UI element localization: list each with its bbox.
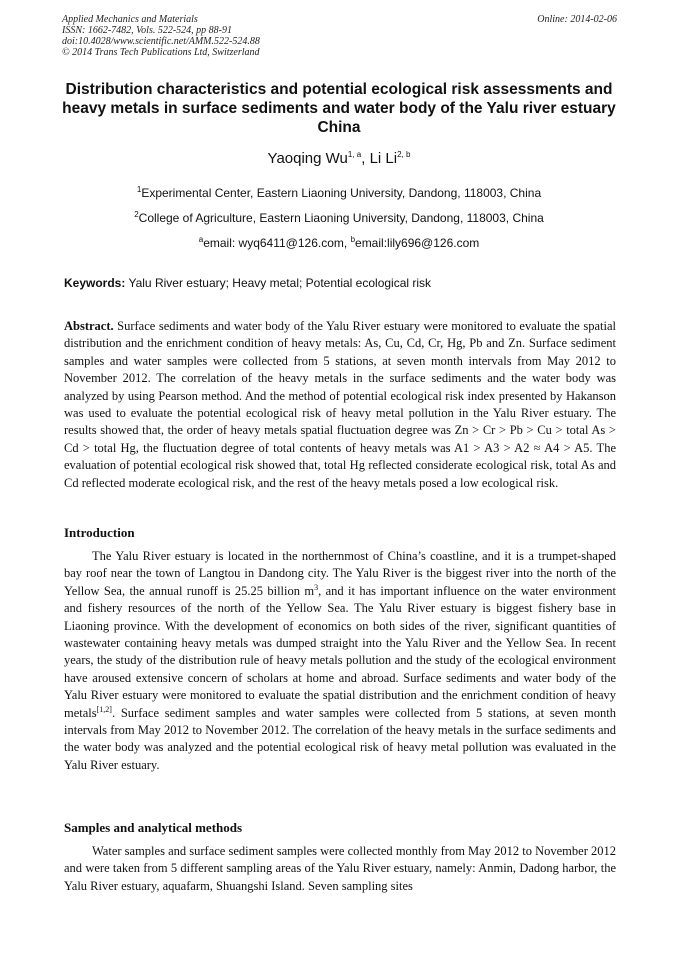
introduction-paragraph bbox=[64, 548, 616, 774]
keywords-text: Yalu River estuary; Heavy metal; Potential ecological risk bbox=[125, 276, 432, 290]
journal-issn: ISSN: 1662-7482, Vols. 522-524, pp 88-91 bbox=[62, 25, 232, 36]
journal-header bbox=[62, 14, 617, 58]
journal-name: Applied Mechanics and Materials bbox=[62, 14, 198, 25]
keywords bbox=[64, 276, 616, 290]
journal-copyright: © 2014 Trans Tech Publications Ltd, Switzerland bbox=[62, 47, 260, 58]
email-mark: a bbox=[198, 235, 204, 244]
affiliation bbox=[60, 211, 618, 225]
affiliation-text: Experimental Center, Eastern Liaoning University, Dandong, 118003, China bbox=[141, 186, 542, 200]
affiliation-text: College of Agriculture, Eastern Liaoning University, Dandong, 118003, China bbox=[138, 211, 544, 225]
introduction-text: , and it has important influence on the water environment and fishery resources of the north of the Yellow Sea. The Yalu River estuary is biggest fishery base in Liaoning province. With the development of economics on both sides of the river, significant quantities of wastewater containing heavy metals was dumped straight into the Yalu River and the Yellow Sea. In recent years, the study of the distribution rule of heavy metals pollution and the study of the ecological environment have aroused extensive concern of scholars at home and abroad. Surface sediments and water body of the Yalu River estuary were monitored to evaluate the spatial distribution and the enrichment condition of heavy metals bbox=[64, 583, 616, 720]
paper-title: Distribution characteristics and potential ecological risk assessments and heavy metals in surface sediments and water body of the Yalu river estuary China bbox=[62, 81, 616, 136]
citation: [1,2] bbox=[96, 704, 112, 714]
author-list bbox=[60, 150, 618, 167]
abstract bbox=[64, 318, 616, 492]
email-mark: b bbox=[350, 235, 356, 244]
methods-heading: Samples and analytical methods bbox=[64, 820, 243, 835]
author-name: Yaoqing Wu bbox=[267, 150, 348, 167]
email-text: email:lily696@126.com bbox=[355, 236, 480, 250]
journal-doi: doi:10.4028/www.scientific.net/AMM.522-524.88 bbox=[62, 36, 260, 47]
abstract-text: Surface sediments and water body of the Yalu River estuary were monitored to evaluate the spatial distribution and the enrichment condition of heavy metals: As, Cu, Cd, Cr, Hg, Pb and Zn. Surface sediment samples and water samples were collected from 5 stations, at seven month intervals from May 2012 to November 2012. The correlation of the heavy metals in the surface sediments and the water body was analyzed by using Pearson method. And the method of potential ecological risk index presented by Hakanson was used to evaluate the potential ecological risk of heavy metal pollution in the Yalu River estuary. The results showed that, the order of heavy metals spatial fluctuation degree was Zn > Cr > Pb > Cu > total As > Cd > total Hg, the fluctuation degree of total contents of heavy metals was A1 > A3 > A2 ≈ A4 > A5. The evaluation of potential ecological risk showed that, total Hg reflected considerate ecological risk, total As and Cd reflected moderate ecological risk, and the rest of the heavy metals posed a low ecological risk. bbox=[64, 319, 616, 490]
affiliation bbox=[60, 186, 618, 200]
email-text: email: wyq6411@126.com, bbox=[203, 236, 351, 250]
online-date: Online: 2014-02-06 bbox=[537, 14, 617, 25]
author-emails bbox=[60, 236, 618, 250]
author-affiliation-mark: 1, a bbox=[347, 150, 362, 159]
introduction-heading: Introduction bbox=[64, 525, 135, 540]
author-name: Li Li bbox=[369, 150, 398, 167]
author-separator: , bbox=[361, 150, 370, 167]
superscript: 3 bbox=[314, 582, 319, 592]
introduction-text: The Yalu River estuary is located in the northernmost of China’s coastline, and it is a trumpet-shaped bay roof near the town of Langtou in Dandong city. The Yalu River is the biggest river into the north of the Yellow Sea, the annual runoff is 25.25 billion m bbox=[64, 549, 616, 598]
affiliation-number: 2 bbox=[134, 210, 139, 219]
methods-paragraph: Water samples and surface sediment samples were collected monthly from May 2012 to November 2012 and were taken from 5 different sampling areas of the Yalu River estuary, namely: Anmin, Dadong harbor, the Yalu River estuary, aquafarm, Shuangshi Island. Seven sampling sites bbox=[64, 844, 616, 893]
affiliation-number: 1 bbox=[136, 185, 142, 194]
author-affiliation-mark: 2, b bbox=[397, 150, 411, 159]
introduction-text: . Surface sediment samples and water samples were collected from 5 stations, at seven month intervals from May 2012 to November 2012. The correlation of the heavy metals in the surface sediments and the water body was analyzed and the potential ecological risk of heavy metal pollution was evaluated in the Yalu River estuary. bbox=[64, 705, 616, 772]
abstract-label: Abstract. bbox=[64, 319, 114, 333]
keywords-label: Keywords: bbox=[64, 276, 126, 290]
